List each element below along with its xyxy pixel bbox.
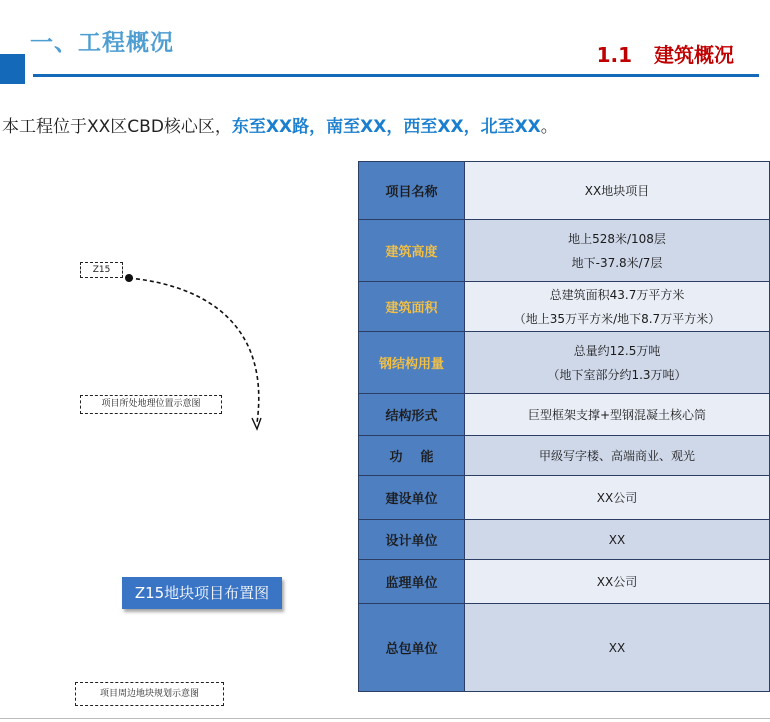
table-value-cell [465, 436, 770, 476]
table-row [359, 560, 770, 604]
table-value-cell [465, 282, 770, 332]
section-number: 1.1 [596, 43, 632, 67]
table-row [359, 476, 770, 520]
table-value-cell [465, 394, 770, 436]
section-title: 建筑概况 [654, 43, 734, 67]
z15-layout-button[interactable]: Z15地块项目布置图 [122, 577, 282, 609]
table-key-cell: 功 能 [359, 436, 465, 476]
table-key-cell: 监理单位 [359, 560, 465, 604]
header-accent-block [0, 54, 25, 84]
section-heading [597, 39, 734, 68]
intro-lead: 本工程位于XX区CBD核心区， [2, 117, 232, 137]
table-value-line: 巨型框架支撑+型钢混凝土核心筒 [527, 407, 707, 422]
table-key-cell: 设计单位 [359, 520, 465, 560]
table-key-cell: 建筑高度 [359, 220, 465, 282]
table-value-line: XX [608, 640, 626, 655]
table-row [359, 394, 770, 436]
table-row [359, 162, 770, 220]
table-key-cell: 钢结构用量 [359, 332, 465, 394]
table-value-line: （地上35万平方米/地下8.7万平方米） [513, 311, 721, 326]
table-key-cell: 项目名称 [359, 162, 465, 220]
surrounding-plan-label: 项目周边地块规划示意图 [75, 682, 224, 706]
table-row [359, 282, 770, 332]
table-row [359, 436, 770, 476]
table-value-line: 总量约12.5万吨 [573, 343, 661, 358]
intro-highlight: 东至XX路，南至XX，西至XX，北至XX [231, 117, 541, 137]
table-value-line: （地下室部分约1.3万吨） [547, 367, 687, 382]
table-key-cell: 总包单位 [359, 604, 465, 692]
project-info-table [358, 161, 770, 692]
table-key-cell: 建筑面积 [359, 282, 465, 332]
table-row [359, 604, 770, 692]
table-value-cell [465, 162, 770, 220]
table-row [359, 332, 770, 394]
table-value-line: XX公司 [596, 574, 638, 589]
location-map-label: 项目所处地理位置示意图 [80, 395, 222, 414]
z15-tag: Z15 [80, 262, 123, 278]
table-value-cell [465, 560, 770, 604]
table-value-line: 地下-37.8米/7层 [571, 255, 663, 270]
table-value-line: XX [608, 532, 626, 547]
page-title: 一、工程概况 [30, 30, 174, 56]
table-key-cell: 建设单位 [359, 476, 465, 520]
table-value-cell [465, 604, 770, 692]
intro-text [2, 112, 558, 137]
table-value-line: XX地块项目 [584, 183, 650, 198]
table-value-line: 地上528米/108层 [568, 231, 666, 246]
bottom-divider [0, 718, 770, 719]
table-value-line: 甲级写字楼、高端商业、观光 [538, 448, 695, 463]
table-row [359, 220, 770, 282]
table-value-line: 总建筑面积43.7万平方米 [549, 287, 685, 302]
table-row [359, 520, 770, 560]
table-value-cell [465, 520, 770, 560]
table-key-cell: 结构形式 [359, 394, 465, 436]
intro-tail: 。 [540, 117, 558, 137]
table-value-cell [465, 332, 770, 394]
table-value-cell [465, 220, 770, 282]
table-value-cell [465, 476, 770, 520]
table-value-line: XX公司 [596, 490, 638, 505]
header-divider [33, 74, 759, 77]
